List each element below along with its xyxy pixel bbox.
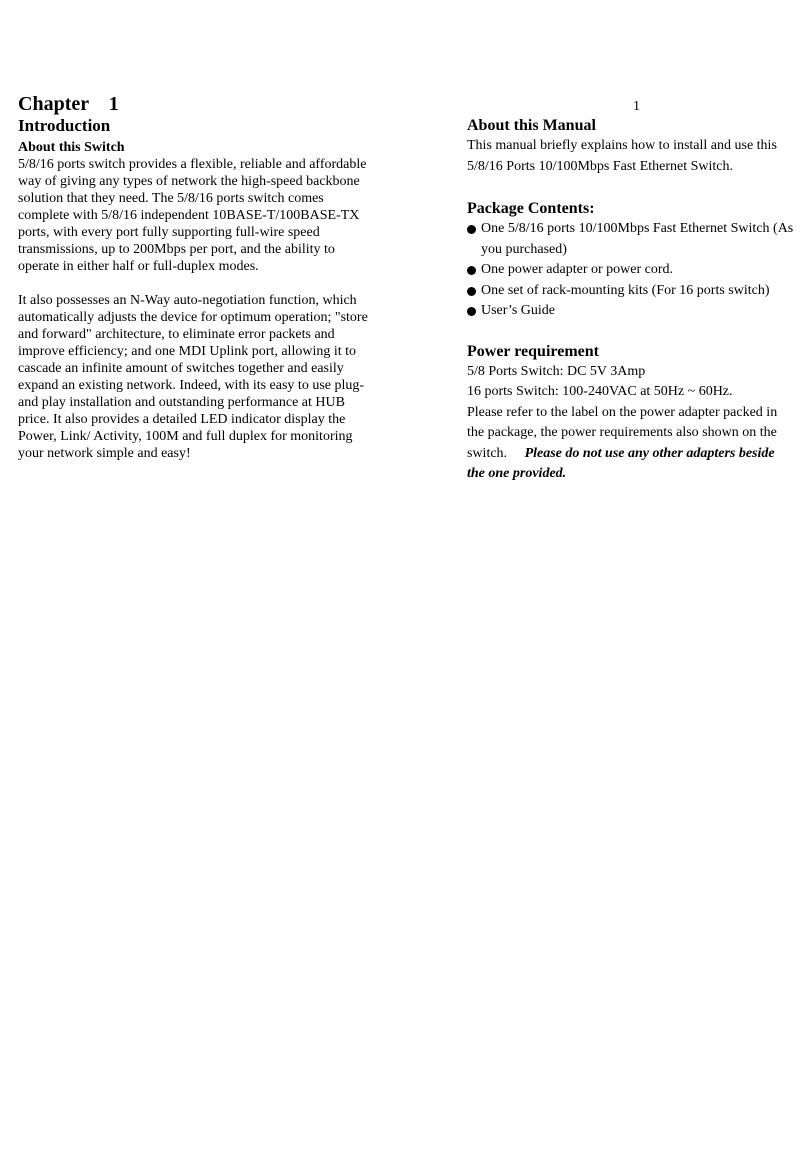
power-warning: Please do not use any other adapters beside the one provided. <box>467 445 775 481</box>
power-note <box>467 403 795 485</box>
page-number: 1 <box>633 99 640 114</box>
power-note-text: Please refer to the label on the power adapter packed in the package, the power requirements also shown on the switch. <box>467 404 778 461</box>
list-item <box>467 281 795 302</box>
about-switch-paragraph-2: It also possesses an N-Way auto-negotiation function, which automatically adjusts the device for optimum operation; "store and forward" architecture, to eliminate error packets and improve efficiency; and one MDI Uplink port, allowing it to cascade an infinite amount of switches together and easily expand an existing network. Indeed, with its easy to use plug-and play installation and outstanding performance at HUB price. It also provides a detailed LED indicator display the Power, Link/ Activity, 100M and full duplex for monitoring your network simple and easy! <box>18 293 368 461</box>
list-item-text: One 5/8/16 ports 10/100Mbps Fast Ethernet Switch (As you purchased) <box>481 221 794 257</box>
list-item <box>467 219 795 260</box>
about-switch-paragraph-1: 5/8/16 ports switch provides a flexible, reliable and affordable way of giving any types of network the high-speed backbone solution that they need. The 5/8/16 ports switch comes complete with 5/8/16 independent 10BASE-T/100BASE-TX ports, with every port fully supporting full-wire speed transmissions, up to 200Mbps per port, and the ability to operate in either half or full-duplex modes. <box>18 157 367 274</box>
section-title: Introduction <box>18 116 111 135</box>
left-column <box>18 93 378 462</box>
bullet-icon <box>467 225 476 234</box>
chapter-heading: Chapter 1 <box>18 93 119 115</box>
spacer <box>467 177 795 199</box>
package-contents-heading: Package Contents: <box>467 200 595 217</box>
list-item-text: One set of rack-mounting kits (For 16 ports switch) <box>481 282 770 298</box>
about-manual-heading: About this Manual <box>467 117 596 134</box>
power-requirement-heading: Power requirement <box>467 342 599 360</box>
about-switch-heading: About this Switch <box>18 140 125 155</box>
about-manual-text: This manual briefly explains how to install and use this 5/8/16 Ports 10/100Mbps Fast Ethernet Switch. <box>467 138 777 174</box>
list-item-text: One power adapter or power cord. <box>481 262 674 277</box>
bullet-icon <box>467 307 476 316</box>
list-item <box>467 260 795 281</box>
bullet-icon <box>467 287 476 296</box>
package-contents-list <box>467 219 795 322</box>
list-item <box>467 301 795 322</box>
list-item-text: User’s Guide <box>481 303 556 318</box>
bullet-icon <box>467 266 476 275</box>
spacer <box>467 322 795 342</box>
power-line-2: 16 ports Switch: 100-240VAC at 50Hz ~ 60Hz. <box>467 384 733 399</box>
right-column <box>467 116 795 485</box>
power-line-1: 5/8 Ports Switch: DC 5V 3Amp <box>467 363 646 379</box>
